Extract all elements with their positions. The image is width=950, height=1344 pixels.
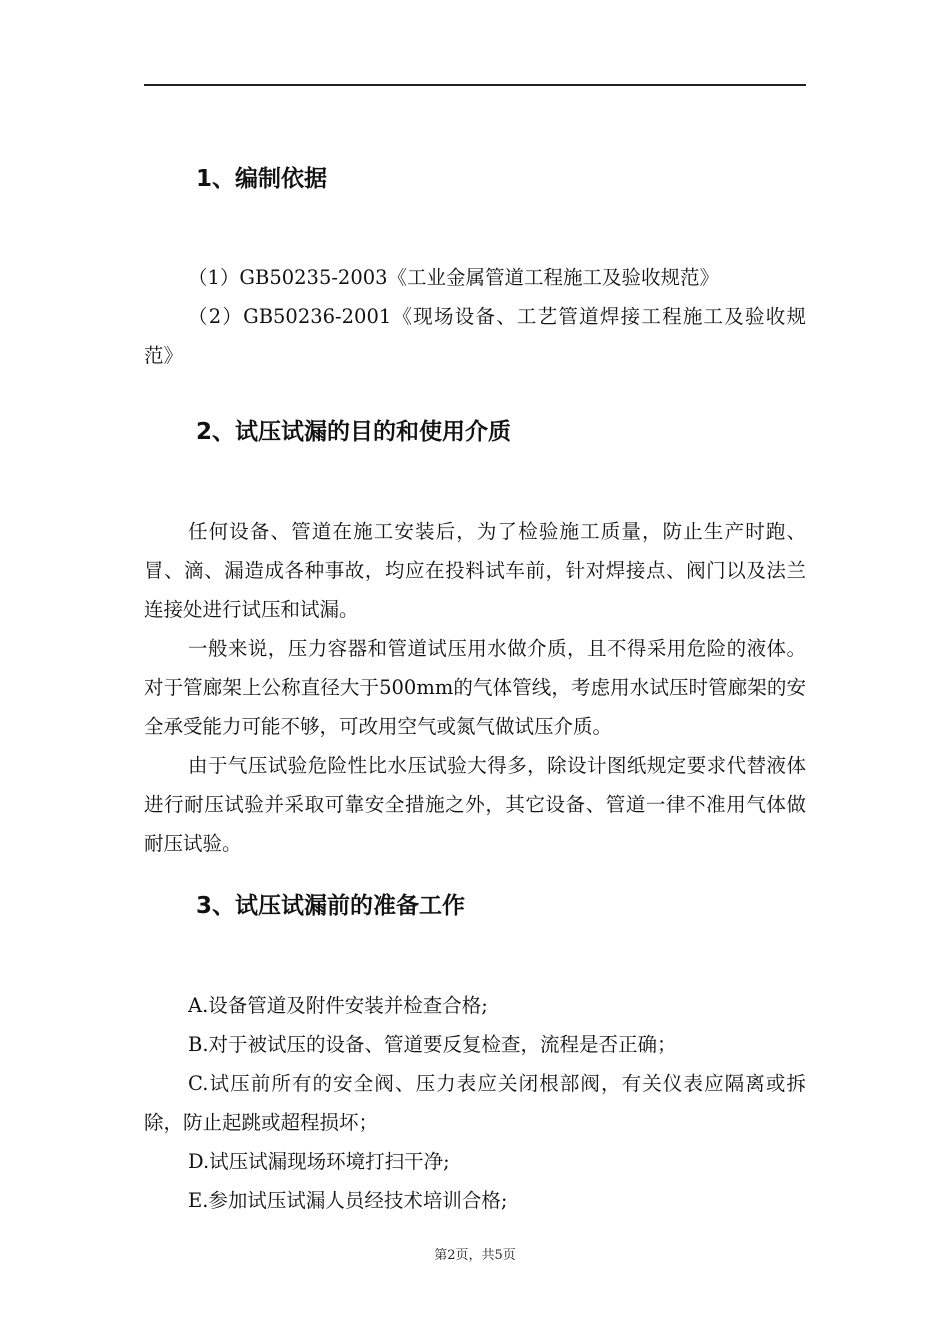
section-2-paragraph-1: 任何设备、管道在施工安装后，为了检验施工质量，防止生产时跑、冒、滴、漏造成各种事故，均应在投料试车前，针对焊接点、阀门以及法兰连接处进行试压和试漏。 <box>144 520 806 621</box>
section-2-paragraph-3: 由于气压试验危险性比水压试验大得多，除设计图纸规定要求代替液体进行耐压试验并采取可靠安全措施之外，其它设备、管道一律不准用气体做耐压试验。 <box>144 754 806 855</box>
section-1-item-2: （2）GB50236-2001《现场设备、工艺管道焊接工程施工及验收规范》 <box>144 305 806 367</box>
section-3-item-b: B.对于被试压的设备、管道要反复检查，流程是否正确； <box>188 1033 677 1056</box>
section-3-item-c: C.试压前所有的安全阀、压力表应关闭根部阀，有关仪表应隔离或拆除，防止起跳或超程损坏； <box>144 1072 806 1134</box>
section-1-item-1: （1）GB50235-2003《工业金属管道工程施工及验收规范》 <box>188 266 720 289</box>
page-number-footer: 第2页，共5页 <box>434 1248 516 1263</box>
section-1-heading: 1、编制依据 <box>196 166 328 192</box>
section-2-paragraph-2: 一般来说，压力容器和管道试压用水做介质，且不得采用危险的液体。对于管廊架上公称直径大于500mm的气体管线，考虑用水试压时管廊架的安全承受能力可能不够，可改用空气或氮气做试压介质。 <box>144 637 806 738</box>
section-2-heading: 2、试压试漏的目的和使用介质 <box>196 419 512 445</box>
header-rule <box>144 84 806 86</box>
section-3-item-e: E.参加试压试漏人员经技术培训合格; <box>188 1189 508 1212</box>
section-3-item-a: A.设备管道及附件安装并检查合格; <box>188 994 488 1017</box>
section-3-heading: 3、试压试漏前的准备工作 <box>196 893 466 919</box>
section-3-item-d: D.试压试漏现场环境打扫干净; <box>188 1150 450 1173</box>
